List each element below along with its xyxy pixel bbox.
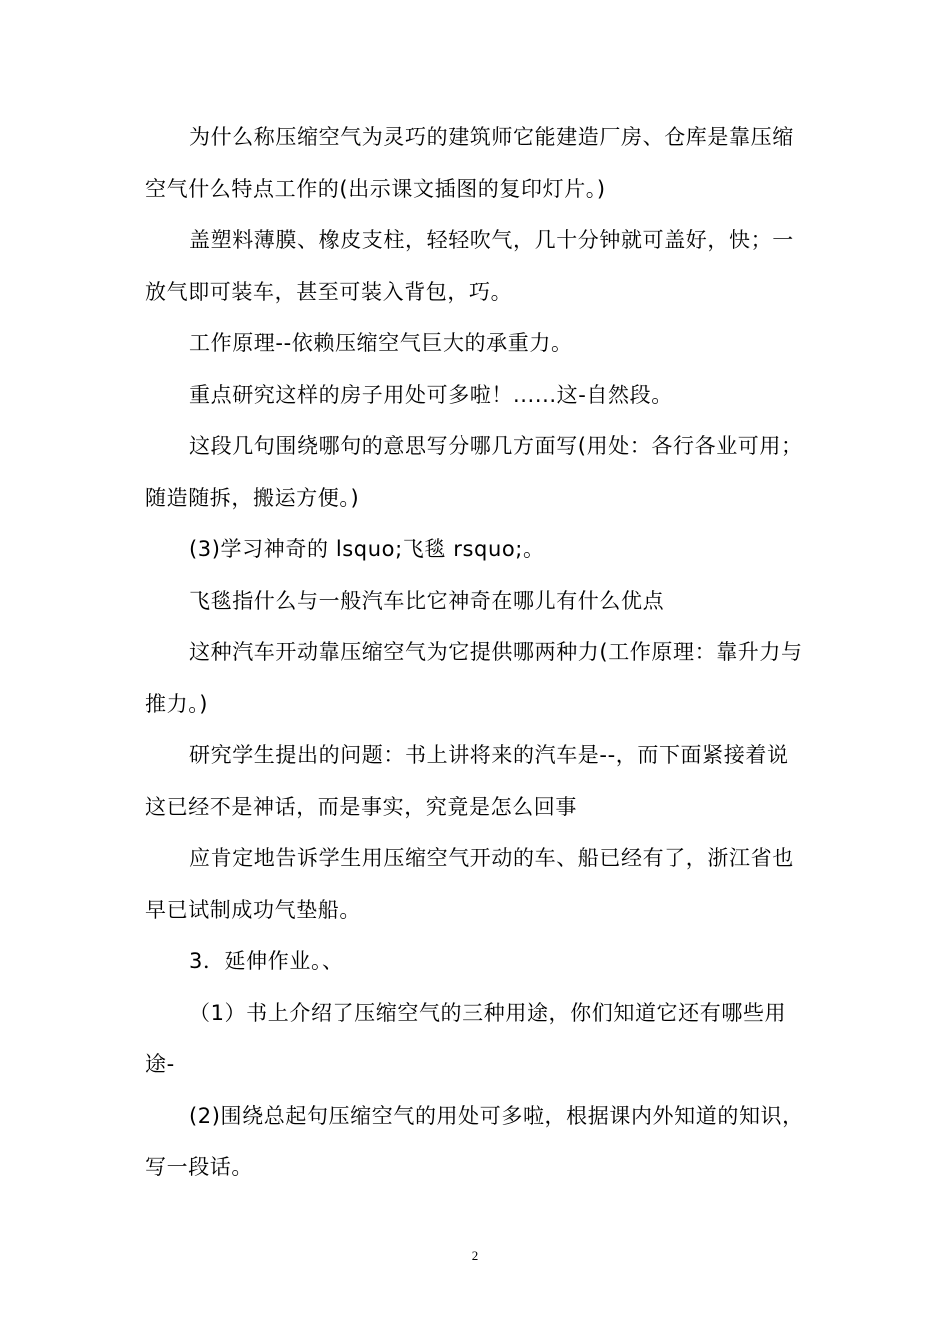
page-number: 2 xyxy=(471,1248,479,1263)
paragraph: 研究学生提出的问题：书上讲将来的汽车是--，而下面紧接着说这已经不是神话，而是事实，究竟是怎么回事 xyxy=(145,743,789,819)
paragraph: 飞毯指什么与一般汽车比它神奇在哪儿有什么优点 xyxy=(189,588,665,613)
paragraph: 重点研究这样的房子用处可多啦！......这-自然段。 xyxy=(189,382,673,407)
paragraph: 应肯定地告诉学生用压缩空气开动的车、船已经有了，浙江省也早已试制成功气垫船。 xyxy=(145,846,794,922)
paragraph: 为什么称压缩空气为灵巧的建筑师它能建造厂房、仓库是靠压缩空气什么特点工作的(出示课文插图的复印灯片。) xyxy=(145,125,794,201)
paragraph: 工作原理--依赖压缩空气巨大的承重力。 xyxy=(189,331,573,355)
paragraph: (2)围绕总起句压缩空气的用处可多啦，根据课内外知道的知识，写一段话。 xyxy=(145,1103,804,1179)
paragraph: 盖塑料薄膜、橡皮支柱，轻轻吹气，几十分钟就可盖好，快；一放气即可装车，甚至可装入背包，巧。 xyxy=(145,228,794,304)
paragraph: (3)学习神奇的 lsquo;飞毯 rsquo;。 xyxy=(189,537,545,561)
paragraph: 这段几句围绕哪句的意思写分哪几方面写(用处：各行各业可用；随造随拆，搬运方便。) xyxy=(145,434,803,510)
paragraph: 3．延伸作业。、 xyxy=(189,949,344,973)
document-body xyxy=(145,112,810,1194)
paragraph: （1）书上介绍了压缩空气的三种用途，你们知道它还有哪些用途- xyxy=(145,1000,787,1076)
paragraph: 这种汽车开动靠压缩空气为它提供哪两种力(工作原理：靠升力与推力。) xyxy=(145,640,803,716)
